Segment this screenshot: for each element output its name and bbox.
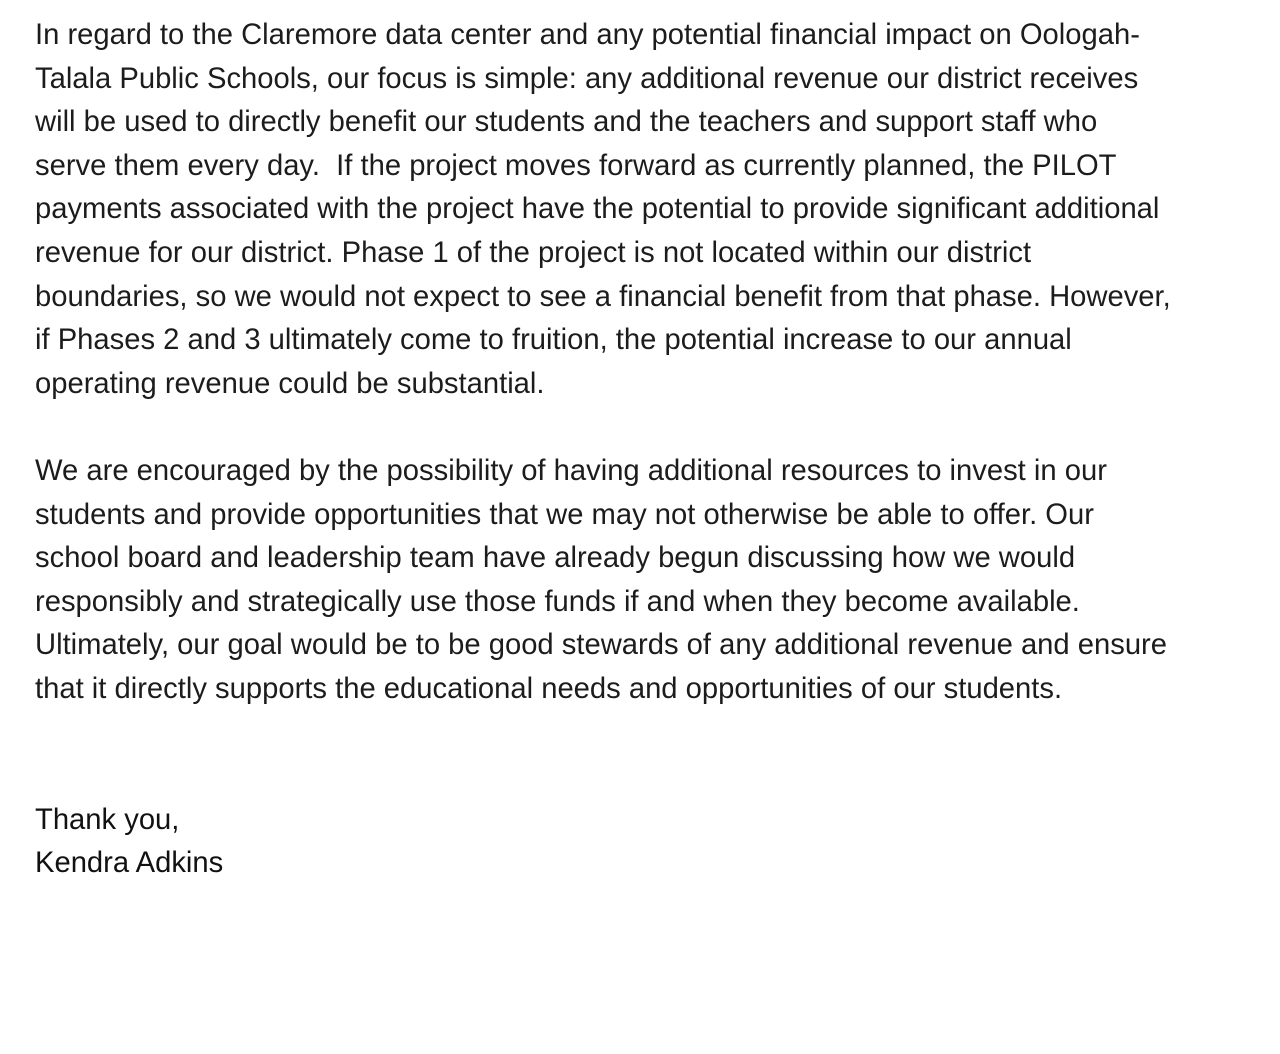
paragraph-line: We are encouraged by the possibility of having additional resources to invest in our [35, 454, 1107, 487]
closing-line: Thank you, [35, 803, 180, 836]
paragraph-financial-impact [35, 14, 1275, 406]
paragraph-line: operating revenue could be substantial. [35, 367, 545, 400]
paragraph-line: Talala Public Schools, our focus is simple: any additional revenue our district receives [35, 62, 1139, 95]
paragraph-spacer [35, 712, 1275, 756]
paragraph-line: serve them every day. If the project moves forward as currently planned, the PILOT [35, 149, 1117, 182]
signature-name: Kendra Adkins [35, 847, 224, 880]
paragraph-resources [35, 450, 1275, 712]
paragraph-line: In regard to the Claremore data center and any potential financial impact on Oologah- [35, 19, 1140, 51]
paragraph-line: will be used to directly benefit our students and the teachers and support staff who [35, 106, 1098, 139]
paragraph-line: boundaries, so we would not expect to see a financial benefit from that phase. However, [35, 280, 1171, 313]
paragraph-line: school board and leadership team have already begun discussing how we would [35, 542, 1076, 575]
paragraph-spacer [35, 406, 1275, 450]
paragraph-line: responsibly and strategically use those funds if and when they become available. [35, 585, 1080, 618]
paragraph-spacer [35, 755, 1275, 799]
paragraph-line: if Phases 2 and 3 ultimately come to fruition, the potential increase to our annual [35, 324, 1072, 357]
paragraph-line: students and provide opportunities that we may not otherwise be able to offer. Our [35, 498, 1094, 531]
paragraph-line: payments associated with the project have the potential to provide significant additional [35, 193, 1160, 226]
paragraph-line: Ultimately, our goal would be to be good stewards of any additional revenue and ensure [35, 629, 1167, 662]
signature-block [35, 799, 1275, 886]
paragraph-line: revenue for our district. Phase 1 of the project is not located within our district [35, 236, 1032, 269]
paragraph-line: that it directly supports the educational needs and opportunities of our students. [35, 672, 1063, 705]
message-body [35, 14, 1275, 886]
